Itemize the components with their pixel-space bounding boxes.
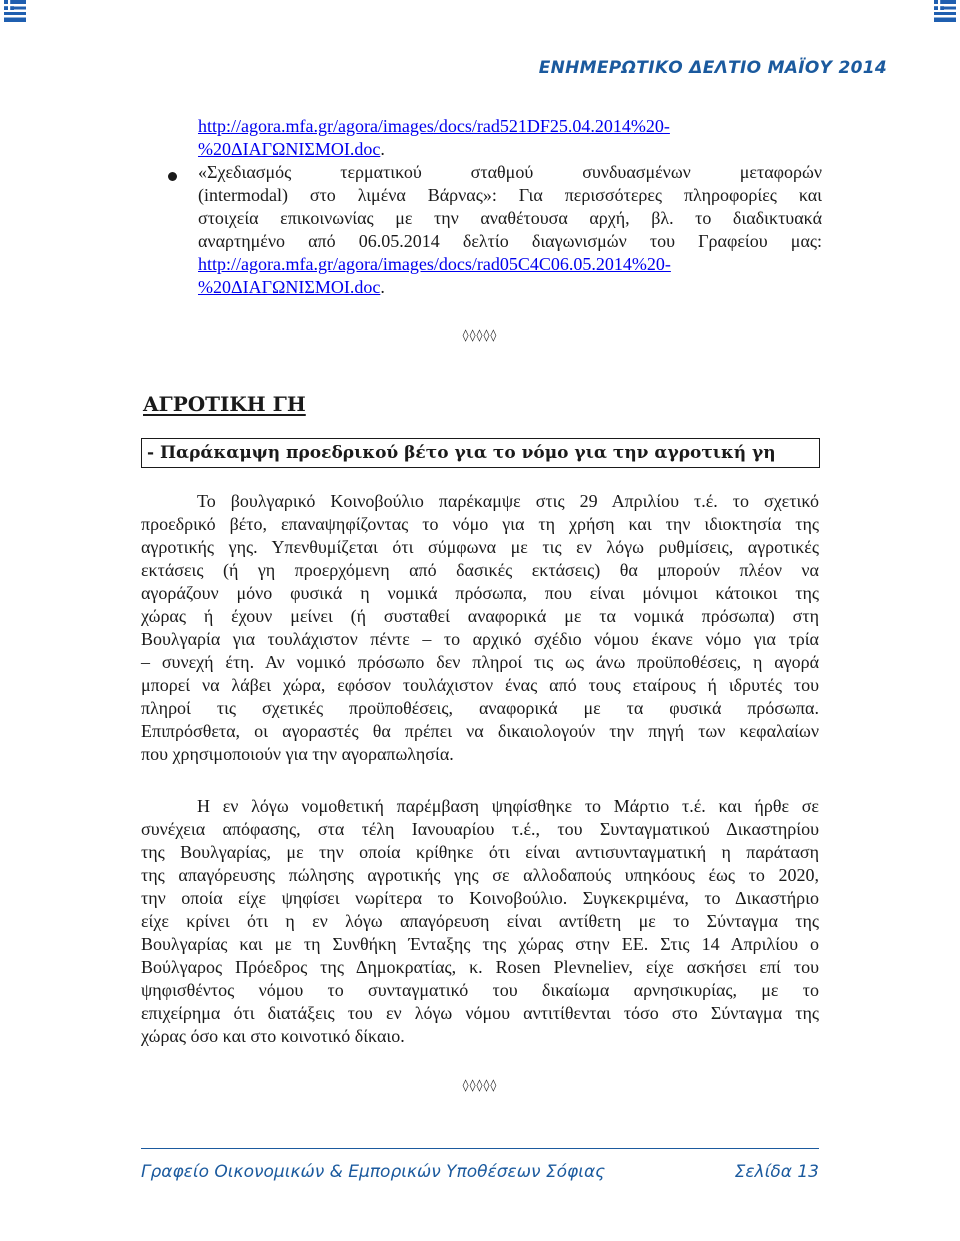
paragraph-line: χώρας όσο και στο κοινοτικό δίκαιο. — [141, 1026, 405, 1046]
paragraph-line: πληροί τις σχετικές προϋποθέσεις, αναφορικά με τα φυσικά πρόσωπα. — [141, 698, 819, 718]
paragraph-line: που χρησιμοποιούν για την αγοραπωλησία. — [141, 744, 454, 764]
separator-diamonds: ◊◊◊◊◊ — [462, 328, 498, 342]
link-line[interactable] — [198, 138, 385, 161]
paragraph-line: είχε κρίνει ότι η εν λόγω απαγόρευση είναι αντίθετη με το Σύνταγμα της — [141, 911, 819, 931]
footer-page-number: Σελίδα 13 — [734, 1162, 819, 1182]
paragraph-line: αγροτικής γης. Υπενθυμίζεται ότι σύμφωνα με τις εν λόγω ρυθμίσεις, αγροτικές — [141, 537, 819, 557]
paragraph-line: της απαγόρευσης πώλησης αγροτικής γης σε αλλοδαπούς υπηκόους έως το 2020, — [141, 865, 819, 885]
paragraph-line: Το βουλγαρικό Κοινοβούλιο παρέκαμψε στις 29 Απριλίου τ.έ. το σχετικό — [197, 491, 819, 511]
tender-link-2-part2[interactable]: %20ΔΙΑΓΩΝΙΣΜΟΙ.doc — [198, 277, 381, 297]
paragraph-line: της Βουλγαρίας, με την οποία κρίθηκε ότι είναι αντισυνταγματική η παράταση — [141, 842, 819, 862]
link-period: . — [380, 277, 385, 297]
link-line[interactable] — [198, 115, 670, 138]
footer-divider — [141, 1148, 819, 1149]
boxed-subheading: - Παράκαμψη προεδρικού βέτο για το νόμο για την αγροτική γη — [141, 438, 820, 468]
paragraph-line: μπορεί να λάβει χώρα, εφόσον τουλάχιστον ένας από τους εταίρους ή ιδρυτές του — [141, 675, 819, 695]
tender-link-1-part2[interactable]: %20ΔΙΑΓΩΝΙΣΜΟΙ.doc — [198, 139, 381, 159]
paragraph-line: Βουλγαρία για τουλάχιστον πέντε – το αρχικό σχέδιο νόμου έκανε νόμο για τρία — [141, 629, 819, 649]
paragraph-line: αγοράζουν μόνο φυσικά η νομικά πρόσωπα, που είναι μόνιμοι κάτοικοι της — [141, 583, 819, 603]
newsletter-title: ΕΝΗΜΕΡΩΤΙΚΟ ΔΕΛΤΙΟ ΜΑΪΟΥ 2014 — [538, 58, 887, 78]
paragraph-line: Βούλγαρος Πρόεδρος της Δημοκρατίας, κ. Rosen Plevneliev, είχε ασκήσει επί του — [141, 957, 819, 977]
greek-flag-icon — [4, 0, 26, 22]
bullet-text-line: (intermodal) στο λιμένα Βάρνας»: Για περισσότερες πληροφορίες και — [198, 185, 822, 205]
paragraph-line: συνέχεια απόφασης, στα τέλη Ιανουαρίου τ.έ., του Συνταγματικού Δικαστηρίου — [141, 819, 819, 839]
link-line[interactable] — [198, 276, 385, 299]
paragraph-line: Βουλγαρίας και με τη Συνθήκη Ένταξης της χώρας στην ΕΕ. Στις 14 Απριλίου ο — [141, 934, 819, 954]
section-heading: ΑΓΡΟΤΙΚΗ ΓΗ — [143, 392, 306, 416]
paragraph-line: ψηφισθέντος νόμου το συνταγματικό του δικαίωμα αρνησικυρίας, με το — [141, 980, 819, 1000]
paragraph-line: την οποία είχε ψηφίσει νωρίτερα το Κοινοβούλιο. Συγκεκριμένα, το Δικαστήριο — [141, 888, 819, 908]
tender-link-1-part1[interactable]: http://agora.mfa.gr/agora/images/docs/rad521DF25.04.2014%20- — [198, 116, 670, 136]
greek-flag-icon — [934, 0, 956, 22]
paragraph-line: – συνεχή έτη. Αν νομικό πρόσωπο δεν πληροί τις ως άνω προϋποθέσεις, η αγορά — [141, 652, 819, 672]
footer-office-name: Γραφείο Οικονομικών & Εμπορικών Υποθέσεων Σόφιας — [141, 1162, 606, 1182]
separator-diamonds: ◊◊◊◊◊ — [462, 1078, 498, 1092]
paragraph-line: χώρας ή έχουν μείνει (ή συσταθεί αναφορικά με τα νομικά πρόσωπα) στη — [141, 606, 819, 626]
paragraph-line: Επιπρόσθετα, οι αγοραστές θα πρέπει να δικαιολογούν την πηγή των κεφαλαίων — [141, 721, 819, 741]
bullet-text-line: αναρτημένο από 06.05.2014 δελτίο διαγωνισμών του Γραφείου μας: — [198, 231, 822, 251]
bullet-icon — [168, 172, 177, 181]
paragraph-line: Η εν λόγω νομοθετική παρέμβαση ψηφίσθηκε το Μάρτιο τ.έ. και ήρθε σε — [197, 796, 819, 816]
bullet-text-line: στοιχεία επικοινωνίας με την αναθέτουσα αρχή, βλ. το διαδικτυακά — [198, 208, 822, 228]
link-line[interactable] — [198, 253, 671, 276]
tender-link-2-part1[interactable]: http://agora.mfa.gr/agora/images/docs/rad05C4C06.05.2014%20- — [198, 254, 671, 274]
paragraph-line: επιχείρημα ότι διατάξεις του εν λόγω νόμου αντιτίθενται τόσο στο Σύνταγμα της — [141, 1003, 819, 1023]
link-period: . — [380, 139, 385, 159]
paragraph-line: προεδρικό βέτο, επαναψηφίζοντας το νόμο για τη χρήση και την ιδιοκτησία της — [141, 514, 819, 534]
paragraph-line: εκτάσεις (ή γη προερχόμενη από δασικές εκτάσεις) θα μπορούν πλέον να — [141, 560, 819, 580]
bullet-text-line: «Σχεδιασμός τερματικού σταθμού συνδυασμένων μεταφορών — [198, 162, 822, 182]
